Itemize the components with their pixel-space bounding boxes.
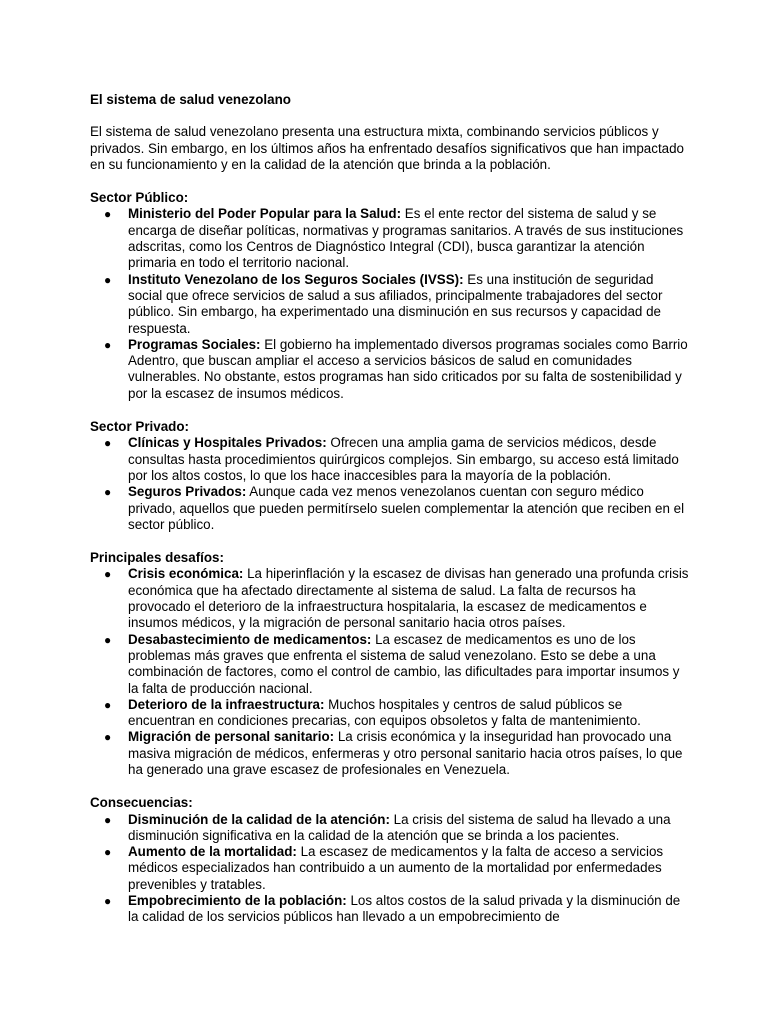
bullet-icon: ●	[104, 207, 112, 222]
section-sector-publico	[90, 190, 690, 402]
item-text: La crisis del sistema de salud ha llevado a una disminución significativa en la calidad de la atención que se brinda a los pacientes.	[128, 811, 671, 843]
list-item	[90, 729, 690, 778]
list-item	[90, 484, 690, 533]
list-item	[90, 632, 690, 697]
list-item	[90, 272, 690, 337]
bullet-list	[90, 566, 690, 778]
item-term: Clínicas y Hospitales Privados:	[128, 435, 327, 451]
item-text: Es una institución de seguridad social que ofrece servicios de salud a sus afiliados, principalmente trabajadores del sector público. Sin embargo, ha experimentado una disminución en sus recursos y capacidad de respuesta.	[128, 271, 663, 336]
bullet-list	[90, 435, 690, 533]
bullet-icon: ●	[104, 845, 112, 860]
item-text: Muchos hospitales y centros de salud públicos se encuentran en condiciones precarias, con equipos obsoletos y falta de mantenimiento.	[128, 696, 641, 729]
item-text: Aunque cada vez menos venezolanos cuentan con seguro médico privado, aquellos que pueden permitírselo suelen complementar la atención que reciben en el sector público.	[128, 484, 685, 532]
section-heading: Consecuencias:	[90, 795, 193, 811]
intro-paragraph: El sistema de salud venezolano presenta una estructura mixta, combinando servicios públicos y privados. Sin embargo, en los últimos años ha enfrentado desafíos significativos que han impactado en su funcionamiento y en la calidad de la atención que brinda a la población.	[90, 124, 685, 172]
bullet-icon: ●	[104, 436, 112, 451]
list-item	[90, 566, 690, 631]
item-text: Ofrecen una amplia gama de servicios médicos, desde consultas hasta procedimientos quirúrgicos complejos. Sin embargo, su acceso está limitado por los altos costos, lo que los hace inaccesibles para la mayoría de la población.	[128, 435, 679, 483]
item-term: Empobrecimiento de la población:	[128, 893, 347, 909]
document-title: El sistema de salud venezolano	[90, 92, 291, 107]
section-heading: Principales desafíos:	[90, 550, 224, 566]
item-text: La escasez de medicamentos es uno de los problemas más graves que enfrenta el sistema de salud venezolano. Esto se debe a una combinación de factores, como el control de cambio, las dificultades para importar insumos y la falta de producción nacional.	[128, 631, 680, 696]
bullet-icon: ●	[104, 812, 112, 827]
list-item	[90, 337, 690, 402]
list-item	[90, 812, 690, 845]
section-principales-desafios	[90, 550, 690, 778]
list-item	[90, 893, 690, 926]
item-term: Ministerio del Poder Popular para la Salud:	[128, 206, 402, 222]
bullet-icon: ●	[104, 567, 112, 582]
list-item	[90, 697, 690, 730]
bullet-icon: ●	[104, 337, 112, 352]
bullet-icon: ●	[104, 894, 112, 909]
item-term: Deterioro de la infraestructura:	[128, 696, 325, 712]
bullet-list	[90, 812, 690, 926]
section-consecuencias	[90, 795, 690, 925]
item-text: Los altos costos de la salud privada y la disminución de la calidad de los servicios públicos han llevado a un empobrecimiento de	[128, 893, 681, 925]
item-text: La hiperinflación y la escasez de divisas han generado una profunda crisis económica que ha afectado directamente al sistema de salud. La falta de recursos ha provocado el deterioro de la infraestructura hospitalaria, la escasez de medicamentos e insumos médicos, y la migración de personal sanitario hacia otros países.	[128, 566, 689, 631]
item-term: Crisis económica:	[128, 566, 244, 582]
bullet-icon: ●	[104, 272, 112, 287]
section-heading: Sector Público:	[90, 190, 189, 206]
section-sector-privado	[90, 419, 690, 533]
bullet-icon: ●	[104, 632, 112, 647]
item-text: La crisis económica y la inseguridad han provocado una masiva migración de médicos, enfermeras y otro personal sanitario hacia otros países, lo que ha generado una grave escasez de profesionales en Venezuela.	[128, 729, 683, 777]
item-text: El gobierno ha implementado diversos programas sociales como Barrio Adentro, que buscan ampliar el acceso a servicios básicos de salud en comunidades vulnerables. No obstante, estos programas han sido criticados por su falta de sostenibilidad y por la escasez de insumos médicos.	[128, 336, 688, 401]
list-item	[90, 206, 690, 271]
item-text: La escasez de medicamentos y la falta de acceso a servicios médicos especializados han contribuido a un aumento de la mortalidad por enfermedades prevenibles y tratables.	[128, 844, 664, 892]
list-item	[90, 844, 690, 893]
bullet-icon: ●	[104, 730, 112, 745]
item-term: Disminución de la calidad de la atención:	[128, 811, 390, 827]
item-term: Programas Sociales:	[128, 336, 261, 352]
item-term: Seguros Privados:	[128, 484, 247, 500]
bullet-list	[90, 206, 690, 402]
item-text: Es el ente rector del sistema de salud y se encarga de diseñar políticas, normativas y programas sanitarios. A través de sus instituciones adscritas, como los Centros de Diagnóstico Integral (CDI), busca garantizar la atención primaria en todo el territorio nacional.	[128, 206, 684, 271]
list-item	[90, 435, 690, 484]
bullet-icon: ●	[104, 485, 112, 500]
document-page	[90, 92, 690, 943]
bullet-icon: ●	[104, 697, 112, 712]
item-term: Aumento de la mortalidad:	[128, 844, 297, 860]
item-term: Instituto Venezolano de los Seguros Sociales (IVSS):	[128, 271, 464, 287]
item-term: Desabastecimiento de medicamentos:	[128, 631, 372, 647]
item-term: Migración de personal sanitario:	[128, 729, 335, 745]
section-heading: Sector Privado:	[90, 419, 189, 435]
